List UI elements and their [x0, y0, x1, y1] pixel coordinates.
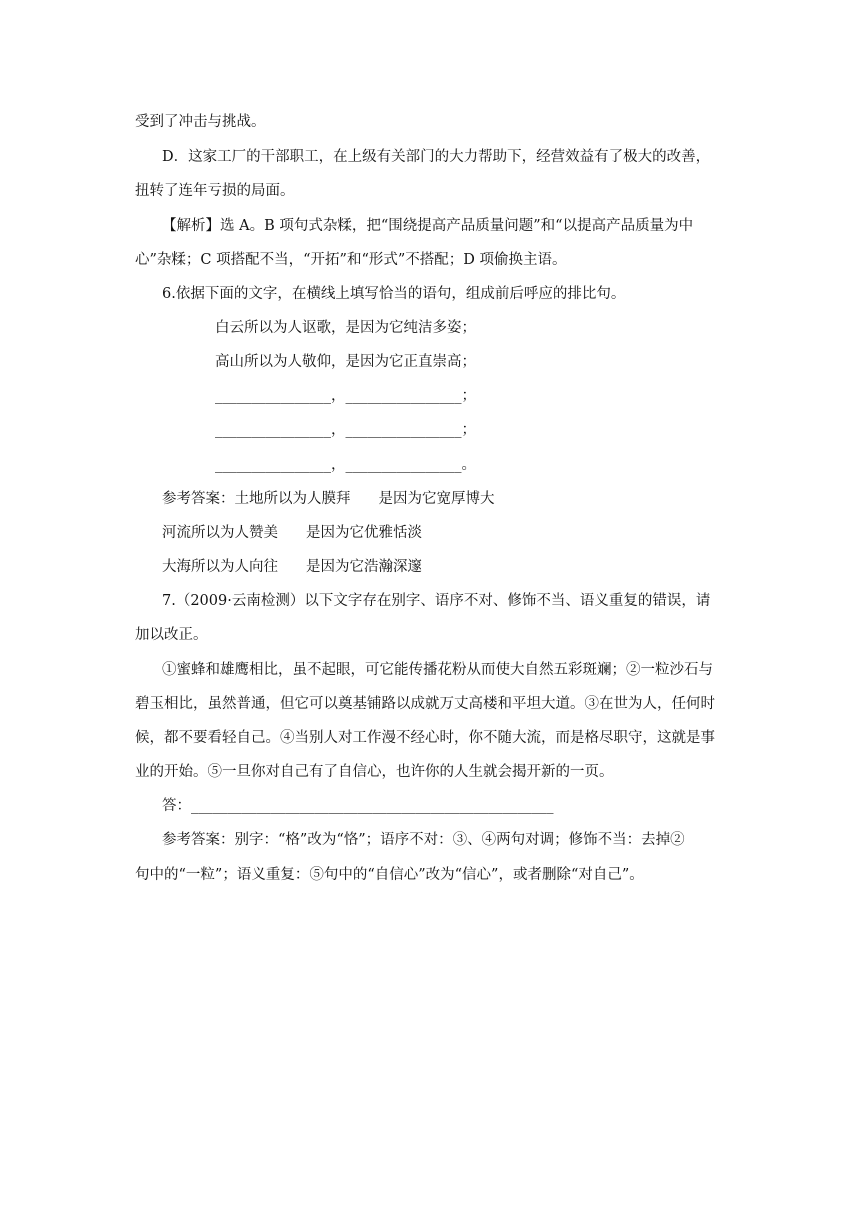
text-line: 心”杂糅；C 项搭配不当，“开拓”和“形式”不搭配；D 项偷换主语。 — [135, 252, 567, 268]
passage-line: ①蜜蜂和雄鹰相比，虽不起眼，可它能传播花粉从而使大自然五彩斑斓；②一粒沙石与 — [162, 662, 713, 678]
fill-blank-line: ________________，________________； — [215, 422, 476, 438]
example-line: 高山所以为人敬仰，是因为它正直崇高； — [215, 354, 476, 370]
answer-line — [162, 489, 495, 509]
fill-blank-line: ________________，________________。 — [215, 457, 476, 473]
answer-blank-line: 答：__________________________________________________ — [162, 798, 554, 814]
passage-line: 业的开始。⑤一旦你对自己有了自信心，也许你的人生就会揭开新的一页。 — [135, 764, 614, 780]
answer-line: 句中的“一粒”；语义重复：⑤句中的“自信心”改为“信心”，或者删除“对自己”。 — [135, 867, 644, 883]
answer-part: 是因为它宽厚博大 — [378, 491, 495, 507]
answer-part: 大海所以为人向往 — [162, 559, 278, 575]
answer-line: 参考答案：别字：“格”改为“恪”；语序不对：③、④两句对调；修饰不当：去掉② — [162, 832, 685, 848]
fill-blank-line: ________________，________________； — [215, 388, 476, 404]
text-line: 加以改正。 — [135, 627, 208, 643]
answer-line — [162, 557, 422, 577]
answer-part: 河流所以为人赞美 — [162, 525, 278, 541]
analysis-line: 【解析】选 A。B 项句式杂糅，把“围绕提高产品质量问题”和“以提高产品质量为中 — [162, 218, 694, 234]
passage-line: 候，都不要看轻自己。④当别人对工作漫不经心时，你不随大流，而是格尽职守，这就是事 — [135, 730, 715, 746]
question-6-title: 6.依据下面的文字，在横线上填写恰当的语句，组成前后呼应的排比句。 — [162, 286, 626, 302]
answer-part: 是因为它浩瀚深邃 — [306, 559, 422, 575]
example-line: 白云所以为人讴歌，是因为它纯洁多姿； — [215, 320, 476, 336]
option-d-line: D．这家工厂的干部职工，在上级有关部门的大力帮助下，经营效益有了极大的改善， — [162, 149, 711, 165]
passage-line: 碧玉相比，虽然普通，但它可以奠基铺路以成就万丈高楼和平坦大道。③在世为人，任何时 — [135, 696, 715, 712]
answer-line — [162, 523, 422, 543]
question-7-title: 7.（2009·云南检测）以下文字存在别字、语序不对、修饰不当、语义重复的错误，请 — [162, 593, 711, 609]
text-line: 受到了冲击与挑战。 — [135, 114, 266, 130]
answer-part: 参考答案：土地所以为人膜拜 — [162, 491, 351, 507]
answer-part: 是因为它优雅恬淡 — [306, 525, 422, 541]
text-line: 扭转了连年亏损的局面。 — [135, 183, 295, 199]
